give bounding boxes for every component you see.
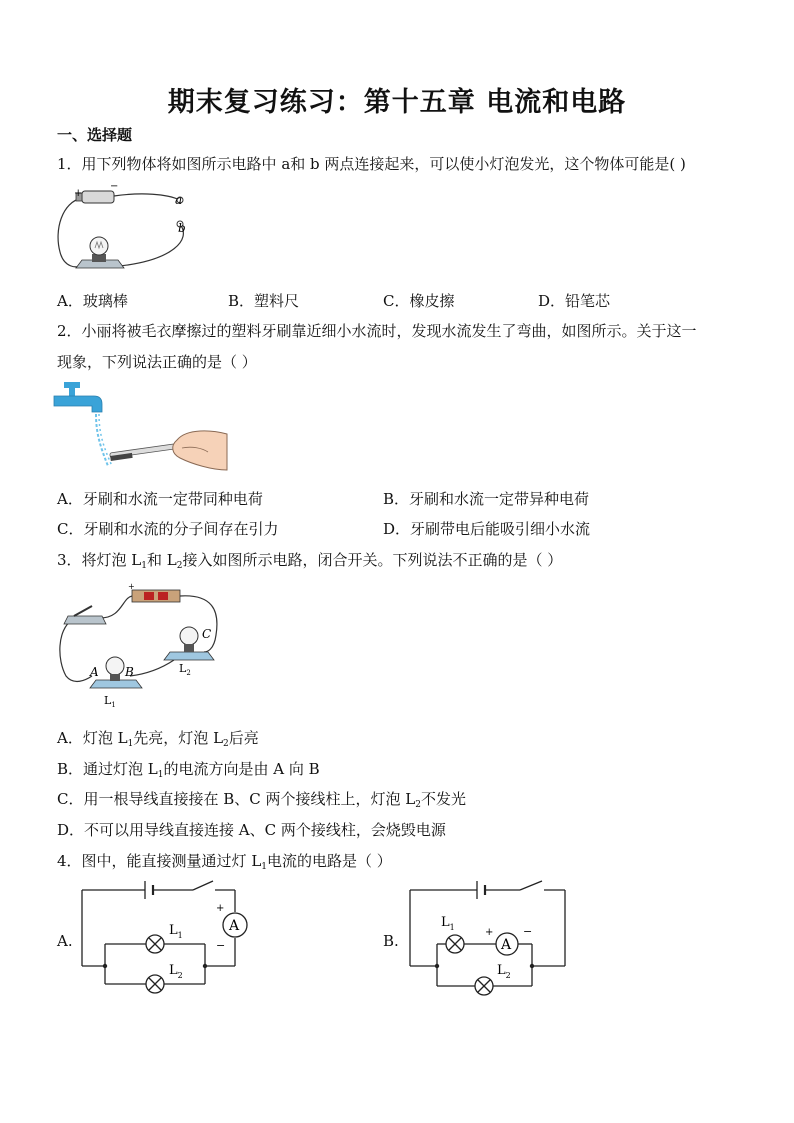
q3-option-a-sub1: 1 (127, 739, 134, 749)
q3-l1-bulb (106, 657, 124, 675)
q2-option-a: A．牙刷和水流一定带同种电荷 (57, 490, 263, 508)
q4-option-a-label: A. (57, 932, 73, 950)
q1-label-b: b (178, 221, 186, 235)
q2-faucet-toothbrush-figure (52, 378, 232, 473)
q3-stem-post: 接入如图所示电路，闭合开关。下列说法不正确的是（ ） (182, 551, 563, 569)
q1-wire-right (120, 224, 183, 266)
q4-stem-post: 电流的电路是（ ） (267, 852, 392, 870)
q1-battery (82, 191, 114, 203)
q4b-ammeter-letter: A (501, 937, 512, 953)
q3-stem-sub2: 2 (176, 561, 183, 571)
q2-option-d: D．牙刷带电后能吸引细小水流 (383, 520, 591, 538)
q3-l2-label: $L_2$ (179, 662, 191, 677)
q4b-plus: + (485, 927, 494, 938)
q4-circuit-b (405, 876, 575, 1001)
q3-option-b-part2: 的电流方向是由 A 向 B (163, 760, 320, 778)
q4a-l1-label: $L_1$ (169, 923, 183, 940)
q3-stem-mid: 和 L (147, 551, 177, 569)
q3-l2-base (164, 652, 214, 660)
q3-option-a-part1: A．灯泡 L (57, 729, 128, 747)
question-1-stem: 1．用下列物体将如图所示电路中 a和 b 两点连接起来，可以使小灯泡发光，这个物体可能是( ) (57, 155, 686, 173)
q3-option-a-part2: 先亮，灯泡 L (133, 729, 224, 747)
q4a-ammeter-letter: A (229, 918, 240, 934)
section-heading: 一、选择题 (57, 126, 133, 144)
q3-option-c (57, 789, 466, 815)
q3-option-b-sub1: 1 (157, 770, 164, 780)
q3-circuit-figure (52, 580, 232, 710)
q3-label-c: C (202, 627, 212, 641)
question-2-stem-line2: 现象，下列说法正确的是（ ） (57, 353, 257, 371)
question-3-stem (57, 550, 562, 576)
q4-stem-pre: 4．图中，能直接测量通过灯 L (57, 852, 262, 870)
q1-label-a: a (175, 193, 183, 207)
q2-faucet (54, 396, 102, 412)
q4b-minus: − (523, 925, 533, 938)
q3-stem-pre: 3．将灯泡 L (57, 551, 142, 569)
q2-faucet-handle (64, 382, 80, 388)
q4a-switch (193, 881, 213, 890)
q1-option-c: C．橡皮擦 (383, 292, 455, 310)
q3-l1-base (90, 680, 142, 688)
q1-option-d: D．铅笔芯 (538, 292, 611, 310)
q4a-plus: + (216, 903, 225, 914)
question-2-stem-line1: 2．小丽将被毛衣摩擦过的塑料牙刷靠近细小水流时，发现水流发生了弯曲，如图所示。关于这一 (57, 322, 697, 340)
q3-option-c-sub1: 2 (415, 800, 421, 810)
q3-l2-bulb (180, 627, 198, 645)
q1-wire-top (114, 194, 180, 200)
q3-switch-base (64, 616, 106, 624)
q3-l1-label: $L_1$ (104, 694, 116, 709)
q4-stem-sub: 1 (261, 862, 268, 872)
q1-minus-label: − (110, 181, 119, 192)
question-4-stem (57, 851, 392, 877)
q4-circuit-a (75, 876, 260, 1001)
q3-label-a: A (90, 665, 99, 679)
q2-option-c: C．牙刷和水流的分子间存在引力 (57, 520, 279, 538)
q2-option-b: B．牙刷和水流一定带异种电荷 (383, 490, 590, 508)
q1-wire-left (58, 198, 82, 267)
q1-option-b: B．塑料尺 (228, 292, 300, 310)
q3-stem-sub1: 1 (141, 561, 148, 571)
q3-option-c-part1: C．用一根导线直接接在 B、C 两个接线柱上，灯泡 L (57, 790, 416, 808)
q3-option-a (57, 728, 259, 754)
q3-option-a-sub2: 2 (223, 739, 229, 749)
q4a-l2-label: $L_2$ (169, 963, 183, 980)
q4b-l1-label: $L_1$ (441, 915, 455, 932)
q3-option-b (57, 759, 320, 785)
q3-option-b-part1: B．通过灯泡 L (57, 760, 158, 778)
q3-plus-label: + (128, 582, 135, 591)
q3-option-c-part2: 不发光 (420, 790, 466, 808)
q3-switch-lever (74, 606, 92, 616)
q4b-switch (520, 881, 542, 890)
q3-option-a-part3: 后亮 (228, 729, 259, 747)
q4b-l2-label: $L_2$ (497, 963, 511, 980)
q4a-minus: − (216, 939, 226, 952)
q3-label-b: B (125, 665, 134, 679)
q4-option-b-label: B. (383, 932, 399, 950)
q3-option-d: D．不可以用导线直接连接 A、C 两个接线柱，会烧毁电源 (57, 821, 446, 839)
q1-option-a: A．玻璃棒 (57, 292, 128, 310)
q2-hand (173, 431, 227, 470)
q1-circuit-figure (52, 180, 202, 280)
q3-battery (132, 590, 180, 602)
page-title: 期末复习练习：第十五章 电流和电路 (167, 87, 627, 118)
q1-bulb (90, 237, 108, 255)
q1-plus-label: + (74, 188, 83, 199)
